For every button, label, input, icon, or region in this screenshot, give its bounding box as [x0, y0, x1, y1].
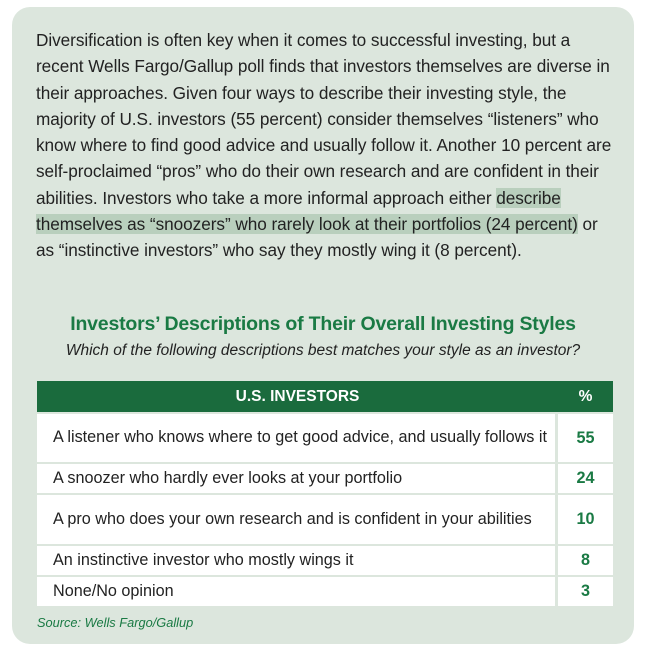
table-row: [37, 464, 613, 493]
column-header-percent: %: [578, 387, 593, 405]
row-label: None/No opinion: [37, 577, 555, 606]
row-value: 8: [558, 546, 613, 575]
table-subtitle: Which of the following descriptions best matches your style as an investor?: [65, 342, 581, 359]
table-row: [37, 577, 613, 606]
table-row: [37, 546, 613, 575]
intro-paragraph: [36, 27, 618, 264]
row-label: A snoozer who hardly ever looks at your portfolio: [37, 464, 555, 493]
intro-highlighted-text[interactable]: describe themselves as “snoozers” who rarely look at their portfolios (24 percent): [36, 187, 578, 235]
row-value: 24: [558, 464, 613, 493]
row-label: An instinctive investor who mostly wings it: [37, 546, 555, 575]
intro-text-part-1: Diversification is often key when it comes to successful investing, but a recent Wells Fargo/Gallup poll finds that investors themselves are diverse in their approaches. Given four ways to describe their investing style, the majority of U.S. investors (55 percent) consider themselves “listeners” who know where to find good advice and usually follow it. Another 10 percent are self-proclaimed “pros” who do their own research and are confident in their abilities. Investors who take a more informal approach either: [36, 30, 612, 208]
row-value: 10: [558, 495, 613, 544]
source-note: Source: Wells Fargo/Gallup: [37, 615, 194, 630]
row-value: 3: [558, 577, 613, 606]
row-value: 55: [558, 414, 613, 462]
investing-styles-table: [37, 381, 613, 606]
row-label: A pro who does your own research and is confident in your abilities: [37, 495, 555, 544]
table-title: Investors’ Descriptions of Their Overall Investing Styles: [70, 313, 576, 335]
table-row: [37, 414, 613, 462]
table-row: [37, 495, 613, 544]
intro-text-part-2: or as “instinctive investors” who say they mostly wing it (8 percent).: [36, 214, 598, 261]
table-header-row: [37, 381, 613, 412]
column-header-us-investors: U.S. INVESTORS: [235, 387, 360, 405]
row-label: A listener who knows where to get good advice, and usually follows it: [37, 414, 555, 462]
